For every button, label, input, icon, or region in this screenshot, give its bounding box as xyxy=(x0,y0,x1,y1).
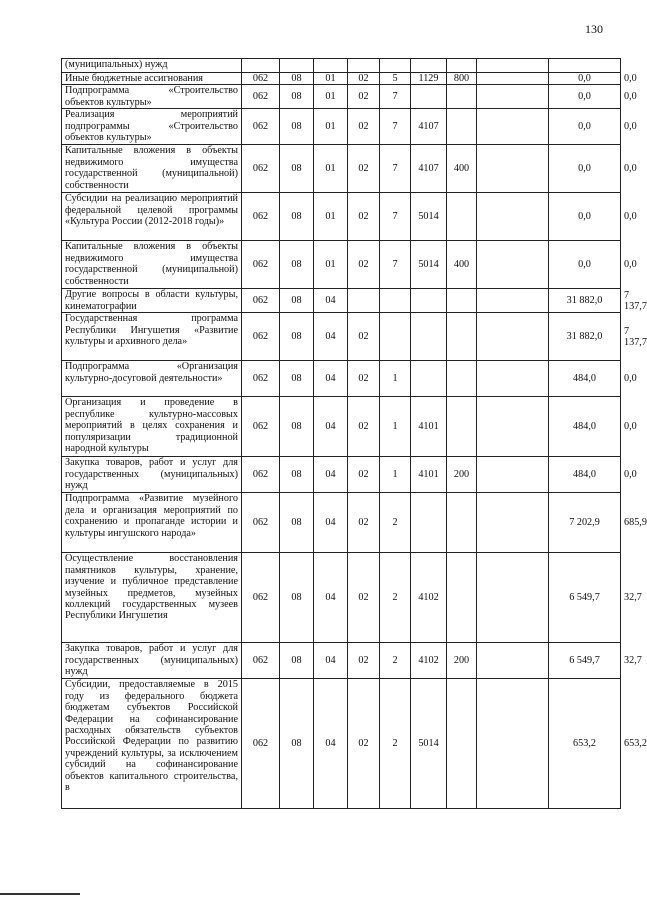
table-row: Подпрограмма «Строительство объектов культуры» 062 08 01 02 7 0,0 0,0 xyxy=(62,85,621,109)
ministry-code-cell: 062 xyxy=(242,679,280,809)
amount-cell: 6 549,7 xyxy=(549,553,621,643)
blank-cell xyxy=(477,193,549,241)
expense-type-cell: 800 xyxy=(447,73,477,85)
expense-type-cell xyxy=(447,361,477,397)
subsection-code-cell: 01 xyxy=(314,193,348,241)
table-row: Закупка товаров, работ и услуг для государственных (муниципальных) нужд 062 08 04 02 1 4101 200 484,0 0,0 xyxy=(62,457,621,493)
subsection-code-cell: 04 xyxy=(314,493,348,553)
table-row xyxy=(62,59,621,73)
blank-cell xyxy=(477,457,549,493)
expense-type-cell xyxy=(447,193,477,241)
subprogram-code-cell: 7 xyxy=(380,193,411,241)
section-code-cell: 08 xyxy=(280,457,314,493)
ministry-code-cell: 062 xyxy=(242,241,280,289)
section-code-cell: 08 xyxy=(280,493,314,553)
table-row: Реализация мероприятий подпрограммы «Строительство объектов культуры» 062 08 01 02 7 4107 0,0 0,0 xyxy=(62,109,621,145)
subsection-code-cell: 04 xyxy=(314,289,348,313)
table-row: Осуществление восстановления памятников культуры, хранение, изучение и публичное представление музейных предметов, музейных коллекций государственных музеев Республики Ингушетия 062 08 04 02 2 4102 6 549,7 32,7 xyxy=(62,553,621,643)
row-name-cell: Осуществление восстановления памятников культуры, хранение, изучение и публичное представление музейных предметов, музейных коллекций государственных музеев Республики Ингушетия xyxy=(62,553,242,643)
subsection-code-cell: 01 xyxy=(314,73,348,85)
blank-cell xyxy=(477,397,549,457)
blank-cell xyxy=(477,643,549,679)
blank-cell xyxy=(477,241,549,289)
row-name-cell: (муниципальных) нужд xyxy=(62,59,242,73)
subsection-code-cell: 04 xyxy=(314,313,348,361)
program-code-cell: 02 xyxy=(348,397,380,457)
target-item-cell xyxy=(411,289,447,313)
page-number: 130 xyxy=(585,22,603,36)
row-name-cell: Капитальные вложения в объекты недвижимого имущества государственной (муниципальной) собственности xyxy=(62,241,242,289)
ministry-code-cell: 062 xyxy=(242,493,280,553)
subprogram-code-cell: 7 xyxy=(380,109,411,145)
subsection-code-cell: 04 xyxy=(314,361,348,397)
expense-type-cell xyxy=(447,493,477,553)
expense-type-cell xyxy=(447,59,477,73)
program-code-cell: 02 xyxy=(348,73,380,85)
expense-type-cell xyxy=(447,85,477,109)
ministry-code-cell: 062 xyxy=(242,397,280,457)
expense-type-cell xyxy=(447,553,477,643)
ministry-code-cell xyxy=(242,59,280,73)
blank-cell xyxy=(477,73,549,85)
section-code-cell: 08 xyxy=(280,289,314,313)
expense-type-cell xyxy=(447,679,477,809)
target-item-cell: 4102 xyxy=(411,643,447,679)
subprogram-code-cell xyxy=(380,313,411,361)
section-code-cell: 08 xyxy=(280,73,314,85)
expense-type-cell: 200 xyxy=(447,457,477,493)
section-code-cell: 08 xyxy=(280,85,314,109)
ministry-code-cell: 062 xyxy=(242,313,280,361)
table-row: Государственная программа Республики Ингушетия «Развитие культуры и архивного дела» 062 08 04 02 31 882,0 7 137,7 xyxy=(62,313,621,361)
ministry-code-cell: 062 xyxy=(242,109,280,145)
target-item-cell: 5014 xyxy=(411,679,447,809)
expense-type-cell xyxy=(447,313,477,361)
row-name-cell: Закупка товаров, работ и услуг для государственных (муниципальных) нужд xyxy=(62,643,242,679)
program-code-cell: 02 xyxy=(348,679,380,809)
amount-cell: 484,0 xyxy=(549,457,621,493)
target-item-cell: 1129 xyxy=(411,73,447,85)
expense-type-cell: 200 xyxy=(447,643,477,679)
blank-cell xyxy=(477,493,549,553)
row-name-cell: Другие вопросы в области культуры, кинематографии xyxy=(62,289,242,313)
blank-cell xyxy=(477,85,549,109)
target-item-cell xyxy=(411,313,447,361)
ministry-code-cell: 062 xyxy=(242,553,280,643)
table-row: Иные бюджетные ассигнования 062 08 01 02 5 1129 800 0,0 0,0 xyxy=(62,73,621,85)
subprogram-code-cell xyxy=(380,59,411,73)
subprogram-code-cell xyxy=(380,289,411,313)
program-code-cell xyxy=(348,59,380,73)
scan-edge-line xyxy=(0,893,80,895)
subprogram-code-cell: 7 xyxy=(380,145,411,193)
row-name-cell: Субсидии на реализацию мероприятий федеральной целевой программы «Культура России (2012-2018 годы)» xyxy=(62,193,242,241)
expense-type-cell xyxy=(447,289,477,313)
subsection-code-cell: 01 xyxy=(314,109,348,145)
subsection-code-cell: 04 xyxy=(314,457,348,493)
amount-cell: 653,2 xyxy=(549,679,621,809)
subprogram-code-cell: 7 xyxy=(380,85,411,109)
target-item-cell: 4101 xyxy=(411,457,447,493)
row-name-cell: Государственная программа Республики Ингушетия «Развитие культуры и архивного дела» xyxy=(62,313,242,361)
section-code-cell: 08 xyxy=(280,145,314,193)
blank-cell xyxy=(477,553,549,643)
table-row: Организация и проведение в республике культурно-массовых мероприятий в целях сохранения и популяризации традиционной народной культуры 062 08 04 02 1 4101 484,0 0,0 xyxy=(62,397,621,457)
amount-cell: 484,0 xyxy=(549,361,621,397)
target-item-cell: 5014 xyxy=(411,193,447,241)
amount-cell: 0,0 xyxy=(549,193,621,241)
program-code-cell: 02 xyxy=(348,493,380,553)
row-name-cell: Организация и проведение в республике культурно-массовых мероприятий в целях сохранения и популяризации традиционной народной культуры xyxy=(62,397,242,457)
target-item-cell xyxy=(411,85,447,109)
blank-cell xyxy=(477,679,549,809)
ministry-code-cell: 062 xyxy=(242,145,280,193)
expense-type-cell: 400 xyxy=(447,241,477,289)
expense-type-cell: 400 xyxy=(447,145,477,193)
subprogram-code-cell: 5 xyxy=(380,73,411,85)
row-name-cell: Подпрограмма «Строительство объектов культуры» xyxy=(62,85,242,109)
ministry-code-cell: 062 xyxy=(242,361,280,397)
target-item-cell: 4102 xyxy=(411,553,447,643)
blank-cell xyxy=(477,145,549,193)
expense-type-cell xyxy=(447,109,477,145)
program-code-cell: 02 xyxy=(348,553,380,643)
subprogram-code-cell: 1 xyxy=(380,397,411,457)
program-code-cell: 02 xyxy=(348,109,380,145)
ministry-code-cell: 062 xyxy=(242,193,280,241)
amount-cell: 0,0 xyxy=(549,145,621,193)
subsection-code-cell: 01 xyxy=(314,145,348,193)
subprogram-code-cell: 2 xyxy=(380,493,411,553)
amount-cell: 484,0 xyxy=(549,397,621,457)
section-code-cell: 08 xyxy=(280,679,314,809)
table-row: Субсидии на реализацию мероприятий федеральной целевой программы «Культура России (2012-2018 годы)» 062 08 01 02 7 5014 0,0 0,0 xyxy=(62,193,621,241)
section-code-cell: 08 xyxy=(280,361,314,397)
row-name-cell: Закупка товаров, работ и услуг для государственных (муниципальных) нужд xyxy=(62,457,242,493)
subprogram-code-cell: 2 xyxy=(380,553,411,643)
blank-cell xyxy=(477,313,549,361)
section-code-cell: 08 xyxy=(280,109,314,145)
amount-cell: 31 882,0 xyxy=(549,289,621,313)
program-code-cell: 02 xyxy=(348,457,380,493)
row-name-cell: Реализация мероприятий подпрограммы «Строительство объектов культуры» xyxy=(62,109,242,145)
table-row: Подпрограмма «Организация культурно-досуговой деятельности» 062 08 04 02 1 484,0 0,0 xyxy=(62,361,621,397)
ministry-code-cell: 062 xyxy=(242,643,280,679)
section-code-cell: 08 xyxy=(280,313,314,361)
table-row: Подпрограмма «Развитие музейного дела и организация мероприятий по сохранению и пропаганде истории и культуры ингушского народа» 062 08 04 02 2 7 202,9 685,9 xyxy=(62,493,621,553)
expense-type-cell xyxy=(447,397,477,457)
section-code-cell: 08 xyxy=(280,643,314,679)
table-row: Другие вопросы в области культуры, кинематографии 062 08 04 31 882,0 7 137,7 xyxy=(62,289,621,313)
section-code-cell xyxy=(280,59,314,73)
subprogram-code-cell: 2 xyxy=(380,643,411,679)
program-code-cell: 02 xyxy=(348,193,380,241)
amount-cell xyxy=(549,59,621,73)
subsection-code-cell: 04 xyxy=(314,679,348,809)
table-row: Капитальные вложения в объекты недвижимого имущества государственной (муниципальной) собственности 062 08 01 02 7 5014 400 0,0 0,0 xyxy=(62,241,621,289)
blank-cell xyxy=(477,59,549,73)
target-item-cell: 5014 xyxy=(411,241,447,289)
ministry-code-cell: 062 xyxy=(242,73,280,85)
program-code-cell: 02 xyxy=(348,241,380,289)
subsection-code-cell: 04 xyxy=(314,643,348,679)
table-row: Субсидии, предоставляемые в 2015 году из федерального бюджета бюджетам субъектов Российской Федерации на софинансирование расходных обязательств субъектов Российской Федерации по развитию учреждений культуры, за исключением субсидий на софинансирование объектов капитального строительства, в 062 08 04 02 2 5014 653,2 653,2 xyxy=(62,679,621,809)
subprogram-code-cell: 1 xyxy=(380,457,411,493)
target-item-cell: 4107 xyxy=(411,109,447,145)
amount-cell: 0,0 xyxy=(549,73,621,85)
ministry-code-cell: 062 xyxy=(242,85,280,109)
program-code-cell: 02 xyxy=(348,85,380,109)
section-code-cell: 08 xyxy=(280,193,314,241)
subprogram-code-cell: 2 xyxy=(380,679,411,809)
subsection-code-cell: 01 xyxy=(314,241,348,289)
row-name-cell: Подпрограмма «Развитие музейного дела и организация мероприятий по сохранению и пропаганде истории и культуры ингушского народа» xyxy=(62,493,242,553)
target-item-cell: 4101 xyxy=(411,397,447,457)
program-code-cell: 02 xyxy=(348,145,380,193)
amount-cell: 0,0 xyxy=(549,85,621,109)
program-code-cell: 02 xyxy=(348,643,380,679)
program-code-cell: 02 xyxy=(348,313,380,361)
amount-cell: 6 549,7 xyxy=(549,643,621,679)
target-item-cell xyxy=(411,59,447,73)
row-name-cell: Иные бюджетные ассигнования xyxy=(62,73,242,85)
target-item-cell xyxy=(411,493,447,553)
table-row: Закупка товаров, работ и услуг для государственных (муниципальных) нужд 062 08 04 02 2 4102 200 6 549,7 32,7 xyxy=(62,643,621,679)
amount-cell: 7 202,9 xyxy=(549,493,621,553)
blank-cell xyxy=(477,361,549,397)
section-code-cell: 08 xyxy=(280,553,314,643)
amount-cell: 31 882,0 xyxy=(549,313,621,361)
target-item-cell: 4107 xyxy=(411,145,447,193)
subprogram-code-cell: 7 xyxy=(380,241,411,289)
section-code-cell: 08 xyxy=(280,241,314,289)
ministry-code-cell: 062 xyxy=(242,289,280,313)
subprogram-code-cell: 1 xyxy=(380,361,411,397)
blank-cell xyxy=(477,289,549,313)
subsection-code-cell: 01 xyxy=(314,85,348,109)
blank-cell xyxy=(477,109,549,145)
section-code-cell: 08 xyxy=(280,397,314,457)
subsection-code-cell: 04 xyxy=(314,553,348,643)
program-code-cell: 02 xyxy=(348,361,380,397)
row-name-cell: Подпрограмма «Организация культурно-досуговой деятельности» xyxy=(62,361,242,397)
amount-cell: 0,0 xyxy=(549,109,621,145)
amount-cell: 0,0 xyxy=(549,241,621,289)
target-item-cell xyxy=(411,361,447,397)
table-row: Капитальные вложения в объекты недвижимого имущества государственной (муниципальной) собственности 062 08 01 02 7 4107 400 0,0 0,0 xyxy=(62,145,621,193)
row-name-cell: Субсидии, предоставляемые в 2015 году из федерального бюджета бюджетам субъектов Российской Федерации на софинансирование расходных обязательств субъектов Российской Федерации по развитию учреждений культуры, за исключением субсидий на софинансирование объектов капитального строительства, в xyxy=(62,679,242,809)
budget-table xyxy=(61,58,647,809)
subsection-code-cell xyxy=(314,59,348,73)
ministry-code-cell: 062 xyxy=(242,457,280,493)
row-name-cell: Капитальные вложения в объекты недвижимого имущества государственной (муниципальной) собственности xyxy=(62,145,242,193)
subsection-code-cell: 04 xyxy=(314,397,348,457)
program-code-cell xyxy=(348,289,380,313)
